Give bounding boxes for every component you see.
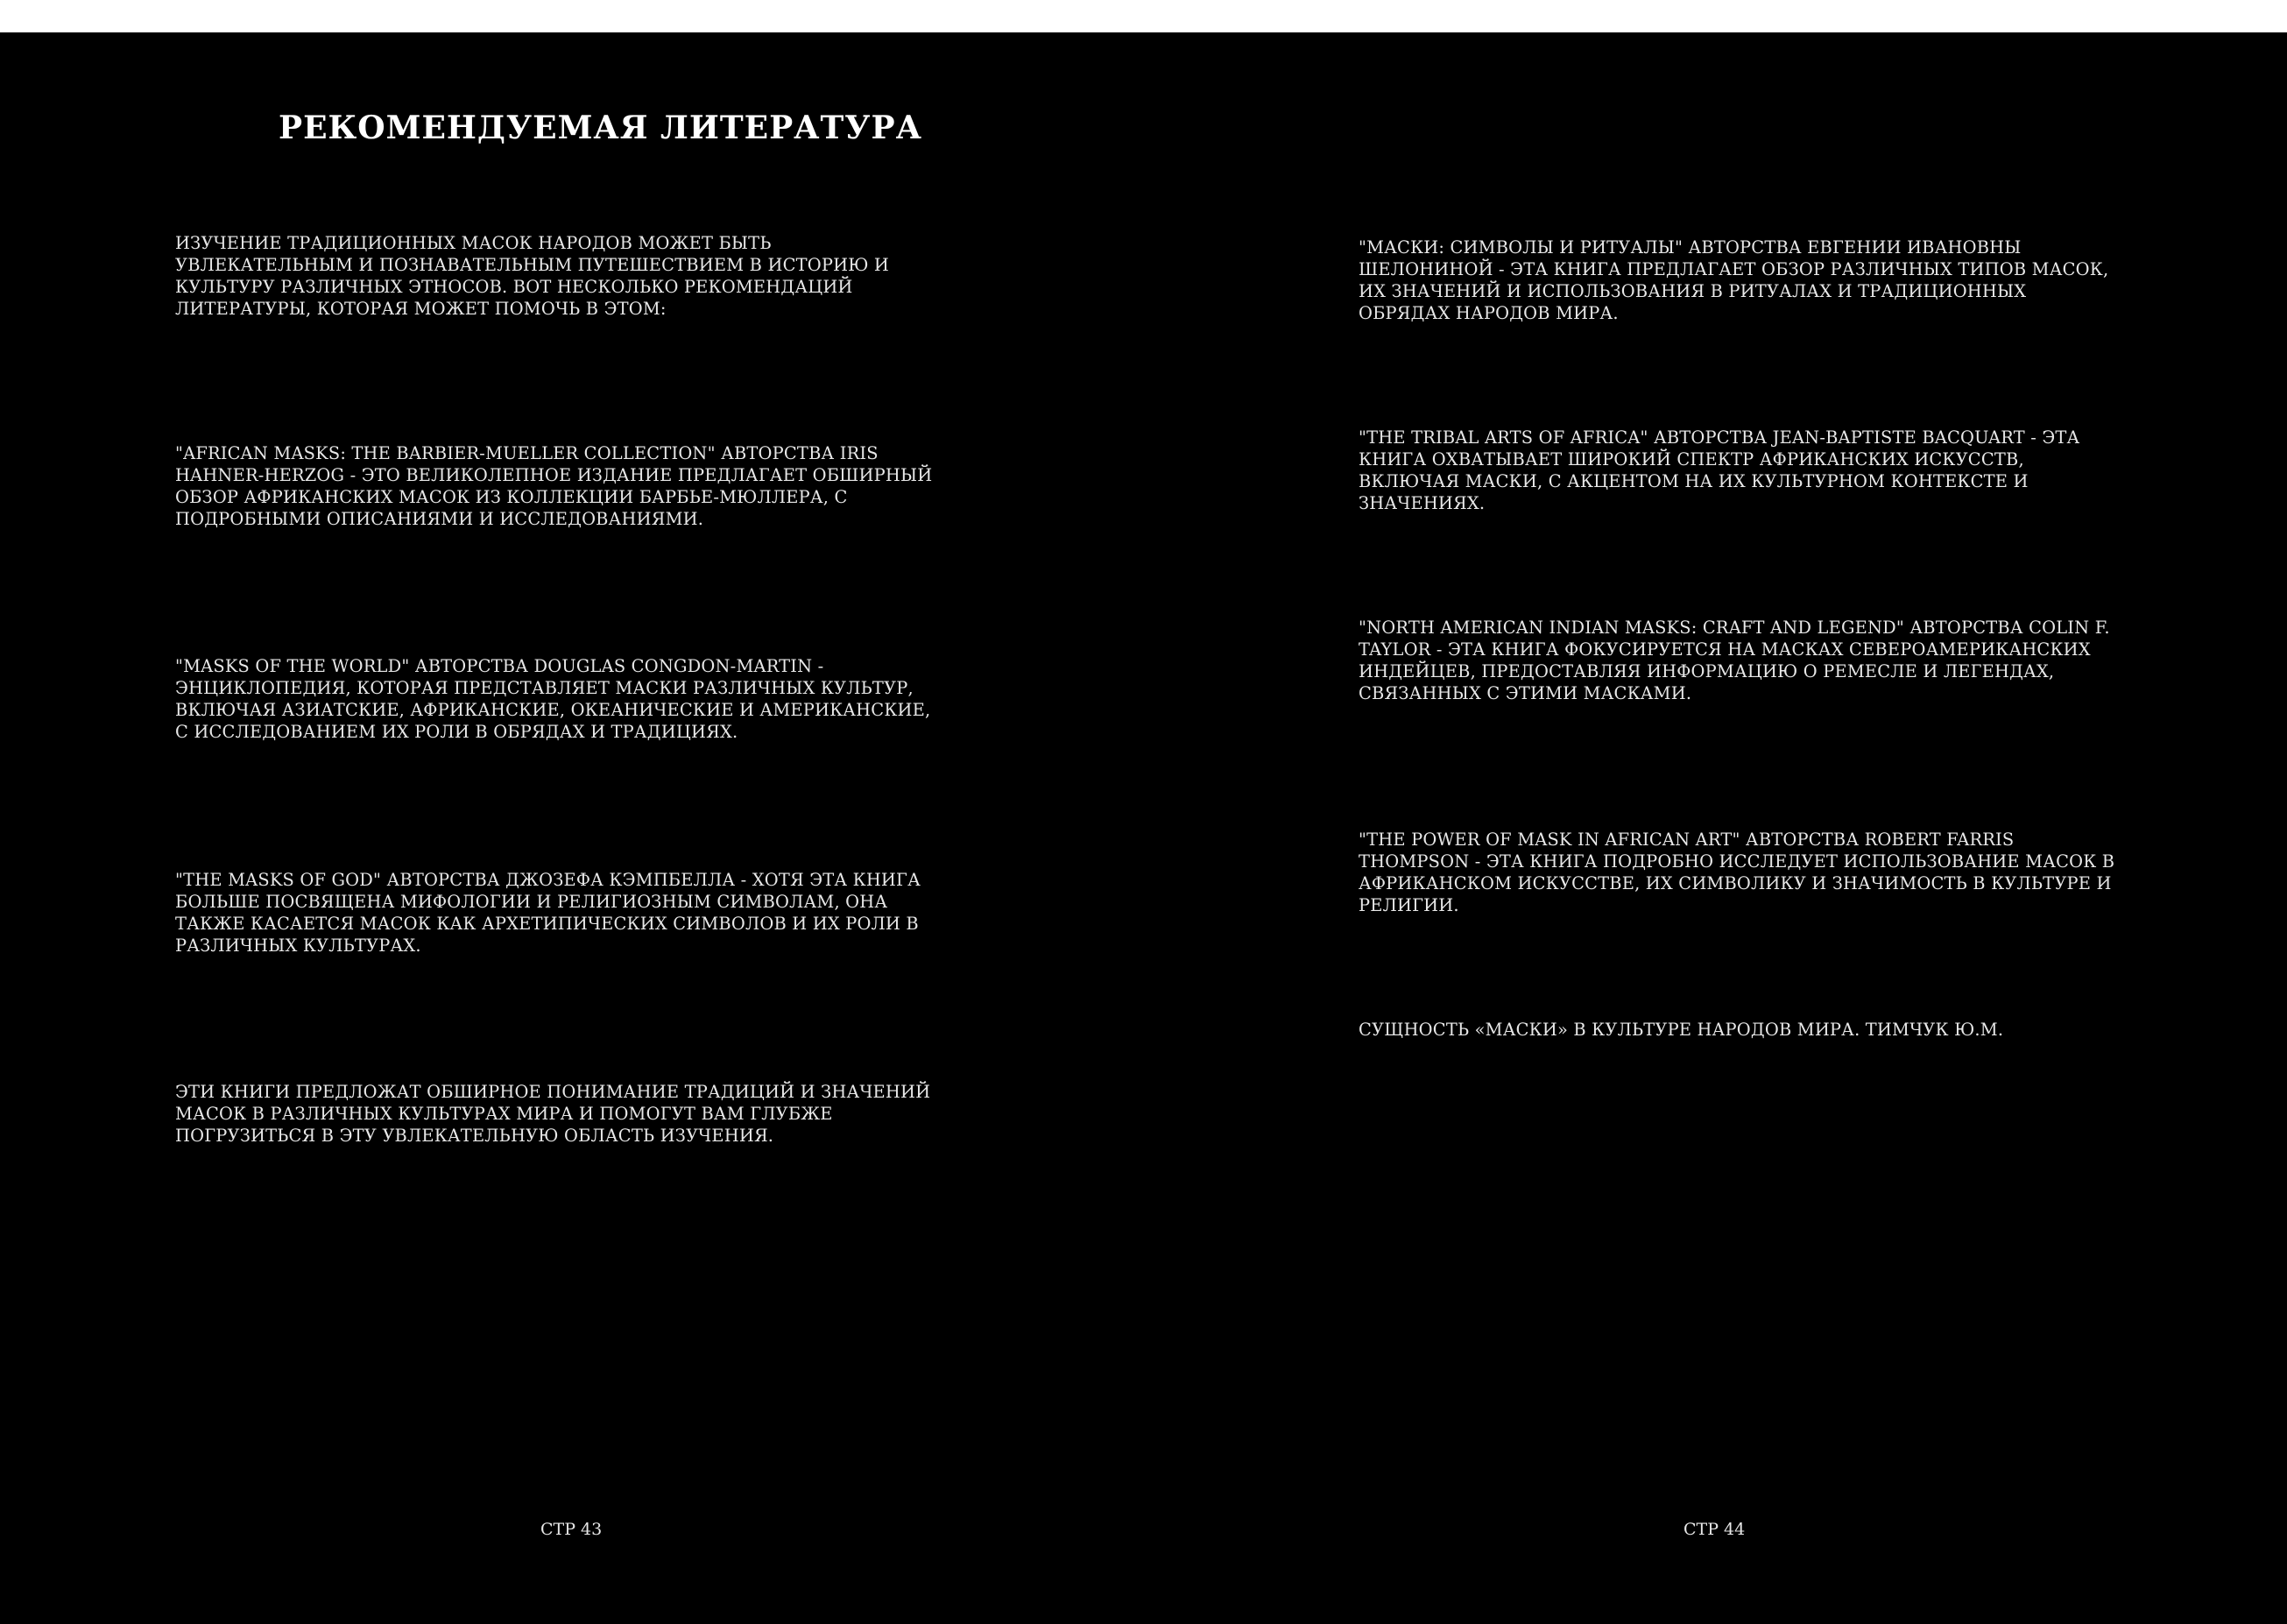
book-entry-masks-of-the-world: "MASKS OF THE WORLD" АВТОРСТВА DOUGLAS CONGDON-MARTIN - ЭНЦИКЛОПЕДИЯ, КОТОРАЯ ПРЕДСТАВЛЯЕТ МАСКИ РАЗЛИЧНЫХ КУЛЬТУР, ВКЛЮЧАЯ АЗИАТСКИЕ, АФРИКАНСКИЕ, ОКЕАНИЧЕСКИЕ И АМЕРИКАНСКИЕ, С ИССЛЕДОВАНИЕМ ИХ РОЛИ В ОБРЯДАХ И ТРАДИЦИЯХ. xyxy=(175,656,931,742)
book-entry-symbols-and-rituals: "МАСКИ: СИМВОЛЫ И РИТУАЛЫ" АВТОРСТВА ЕВГЕНИИ ИВАНОВНЫ ШЕЛОНИНОЙ - ЭТА КНИГА ПРЕДЛАГАЕТ ОБЗОР РАЗЛИЧНЫХ ТИПОВ МАСОК, ИХ ЗНАЧЕНИЙ И ИСПОЛЬЗОВАНИЯ В РИТУАЛАХ И ТРАДИЦИОННЫХ ОБРЯДАХ НАРОДОВ МИРА. xyxy=(1359,237,2109,323)
page-number-right: СТР 44 xyxy=(1683,1520,1746,1539)
book-entry-african-masks: "AFRICAN MASKS: THE BARBIER-MUELLER COLLECTION" АВТОРСТВА IRIS HAHNER-HERZOG - ЭТО ВЕЛИКОЛЕПНОЕ ИЗДАНИЕ ПРЕДЛАГАЕТ ОБШИРНЫЙ ОБЗОР АФРИКАНСКИХ МАСОК ИЗ КОЛЛЕКЦИИ БАРБЬЕ-МЮЛЛЕРА, С ПОДРОБНЫМИ ОПИСАНИЯМИ И ИССЛЕДОВАНИЯМИ. xyxy=(175,443,933,529)
right-page xyxy=(1144,32,2287,1624)
page-heading: РЕКОМЕНДУЕМАЯ ЛИТЕРАТУРА xyxy=(279,109,922,146)
book-entry-north-american-indian-masks: "NORTH AMERICAN INDIAN MASKS: CRAFT AND LEGEND" АВТОРСТВА COLIN F. TAYLOR - ЭТА КНИГА ФОКУСИРУЕТСЯ НА МАСКАХ СЕВЕРОАМЕРИКАНСКИХ ИНДЕЙЦЕВ, ПРЕДОСТАВЛЯЯ ИНФОРМАЦИЮ О РЕМЕСЛЕ И ЛЕГЕНДАХ, СВЯЗАННЫХ С ЭТИМИ МАСКАМИ. xyxy=(1359,618,2110,703)
book-entry-masks-of-god: "THE MASKS OF GOD" АВТОРСТВА ДЖОЗЕФА КЭМПБЕЛЛА - ХОТЯ ЭТА КНИГА БОЛЬШЕ ПОСВЯЩЕНА МИФОЛОГИИ И РЕЛИГИОЗНЫМ СИМВОЛАМ, ОНА ТАКЖЕ КАСАЕТСЯ МАСОК КАК АРХЕТИПИЧЕСКИХ СИМВОЛОВ И ИХ РОЛИ В РАЗЛИЧНЫХ КУЛЬТУРАХ. xyxy=(175,870,921,956)
closing-paragraph: ЭТИ КНИГИ ПРЕДЛОЖАТ ОБШИРНОЕ ПОНИМАНИЕ ТРАДИЦИЙ И ЗНАЧЕНИЙ МАСОК В РАЗЛИЧНЫХ КУЛЬТУРАХ МИРА И ПОМОГУТ ВАМ ГЛУБЖЕ ПОГРУЗИТЬСЯ В ЭТУ УВЛЕКАТЕЛЬНУЮ ОБЛАСТЬ ИЗУЧЕНИЯ. xyxy=(175,1082,931,1146)
book-spread xyxy=(0,32,2287,1624)
page-number-left: СТР 43 xyxy=(540,1520,603,1539)
book-entry-power-of-mask: "THE POWER OF MASK IN AFRICAN ART" АВТОРСТВА ROBERT FARRIS THOMPSON - ЭТА КНИГА ПОДРОБНО ИССЛЕДУЕТ ИСПОЛЬЗОВАНИЕ МАСОК В АФРИКАНСКОМ ИСКУССТВЕ, ИХ СИМВОЛИКУ И ЗНАЧИМОСТЬ В КУЛЬТУРЕ И РЕЛИГИИ. xyxy=(1359,830,2115,915)
intro-paragraph: ИЗУЧЕНИЕ ТРАДИЦИОННЫХ МАСОК НАРОДОВ МОЖЕТ БЫТЬ УВЛЕКАТЕЛЬНЫМ И ПОЗНАВАТЕЛЬНЫМ ПУТЕШЕСТВИЕМ В ИСТОРИЮ И КУЛЬТУРУ РАЗЛИЧНЫХ ЭТНОСОВ. ВОТ НЕСКОЛЬКО РЕКОМЕНДАЦИЙ ЛИТЕРАТУРЫ, КОТОРАЯ МОЖЕТ ПОМОЧЬ В ЭТОМ: xyxy=(175,233,890,319)
book-entry-tribal-arts-of-africa: "THE TRIBAL ARTS OF AFRICA" АВТОРСТВА JEAN-BAPTISTE BACQUART - ЭТА КНИГА ОХВАТЫВАЕТ ШИРОКИЙ СПЕКТР АФРИКАНСКИХ ИСКУССТВ, ВКЛЮЧАЯ МАСКИ, С АКЦЕНТОМ НА ИХ КУЛЬТУРНОМ КОНТЕКСТЕ И ЗНАЧЕНИЯХ. xyxy=(1359,427,2080,513)
left-page xyxy=(0,32,1144,1624)
book-entry-essence-of-mask: СУЩНОСТЬ «МАСКИ» В КУЛЬТУРЕ НАРОДОВ МИРА. ТИМЧУК Ю.М. xyxy=(1359,1020,2004,1040)
